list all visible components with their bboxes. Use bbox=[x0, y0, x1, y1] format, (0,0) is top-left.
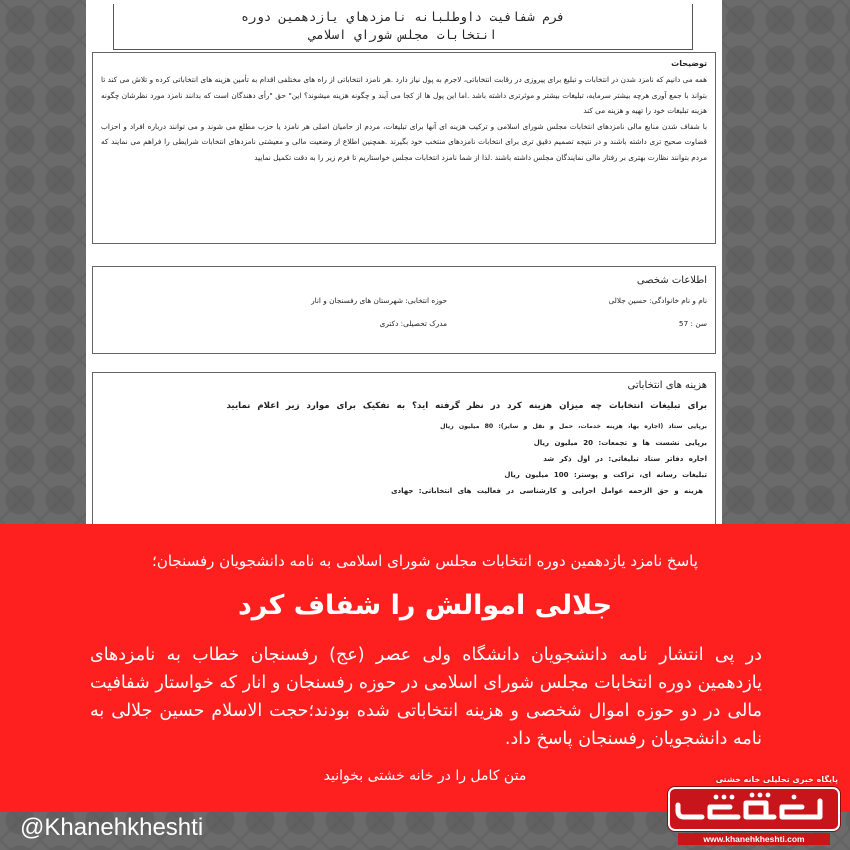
news-banner bbox=[0, 524, 850, 812]
khanehkheshti-logo bbox=[664, 775, 844, 847]
description-paragraph-1: همه می دانیم که نامزد شدن در انتخابات و تبلیغ برای پیروزی در رقابت انتخاباتی، لاجرم به پول نیاز دارد .هر نامزد انتخاباتی از راه های مختلفی اقدام به تأمین هزینه های انتخاباتی کرده و تلاش می کند تا بتواند با جمع آوری هرچه بیشتر سرمایه، تبلیغات بیشتر و موثرتری داشته باشد .اما این پول ها از کجا می آیند و چگونه هزینه میشوند؟ این" حق "رأی دهندگان است که بدانند نامزد مورد نظرشان چگونه هزینه تبلیغات خود را تهیه و هزینه می کند bbox=[101, 75, 707, 115]
form-title-line1: فرم شفافيت داوطلبانه نامزدهاي يازدهمين دوره bbox=[241, 9, 565, 24]
personal-info-heading: اطلاعات شخصی bbox=[636, 275, 707, 286]
expense-item: اجاره دفاتر ستاد تبلیغاتی: در اول ذکر شد bbox=[543, 455, 707, 463]
logo-wordmark-icon bbox=[670, 789, 838, 829]
candidate-age: سن : 57 bbox=[678, 319, 707, 328]
description-heading: توضیحات bbox=[671, 59, 707, 68]
form-title-line2: انتخابات مجلس شوراي اسلامي bbox=[308, 27, 498, 42]
personal-info-section bbox=[92, 266, 716, 354]
form-title bbox=[113, 4, 693, 50]
expense-item: هزینه و حق الزحمه عوامل اجرایی و کارشناسی در فعالیت های انتخاباتی: جهادی bbox=[391, 487, 703, 495]
read-more-link[interactable]: متن کامل را در خانه خشتی بخوانید bbox=[323, 768, 527, 784]
candidate-name: نام و نام خانوادگی: حسین جلالی bbox=[608, 296, 707, 305]
news-subhead: پاسخ نامزد یازدهمین دوره انتخابات مجلس شورای اسلامی به نامه دانشجویان رفسنجان؛ bbox=[152, 552, 698, 570]
form-document bbox=[86, 0, 722, 524]
social-handle: @Khanehkheshti bbox=[20, 814, 204, 841]
news-body: در پی انتشار نامه دانشجویان دانشگاه ولی عصر (عج) رفسنجان خطاب به نامزدهای یازدهمین دوره انتخابات مجلس شورای اسلامی در حوزه رفسنجان و انار که خواستار شفافیت مالی در دو حوزه اموال شخصی و هزینه انتخاباتی شده بودند؛حجت الاسلام حسین جلالی به نامه دانشجویان رفسنجان پاسخ داد. bbox=[90, 645, 762, 749]
candidate-education: مدرک تحصیلی: دکتری bbox=[379, 319, 447, 328]
expenses-heading: هزینه های انتخاباتی bbox=[627, 380, 707, 391]
expenses-section bbox=[92, 372, 716, 524]
logo-url[interactable]: www.khanehkheshti.com bbox=[678, 833, 830, 845]
expense-item: برپایی ستاد (اجاره بها، هزینه خدمات، حمل و نقل و سایر): 80 میلیون ریال bbox=[440, 423, 707, 430]
description-section bbox=[92, 52, 716, 244]
logo-tagline: پایگاه خبری تحلیلی خانه خشتی bbox=[715, 775, 838, 784]
expenses-question: برای تبلیغات انتخابات چه میزان هزینه کرد در نظر گرفته اید؟ به تفکیک برای موارد زیر اعلام نمایید bbox=[226, 401, 707, 411]
description-paragraph-2: با شفاف شدن منابع مالی نامزدهای انتخابات مجلس شورای اسلامی و ترکیب هزینه ای آنها برای تبلیغات، مردم از حامیان اصلی هر نامزد یا حزب مطلع می شوند و می توانند درباره افراد و احزاب قضاوت صحیح تری داشته باشند و در نتیجه تصمیم دقیق تری برای انتخابات نامزدهای منتخب خود بگیرند .همچنین اطلاع از وضعیت مالی و معیشتی نامزدهای انتخابات شرایطی را فراهم می نمایند که مردم بتوانند نظارت بهتری بر رفتار مالی نمایندگان مجلس داشته باشند .لذا از شما نامزد انتخابات مجلس خواستاریم تا فرم زیر را به دقت تکمیل نمایید bbox=[101, 121, 707, 162]
news-headline: جلالی اموالش را شفاف کرد bbox=[237, 590, 613, 621]
logo-badge bbox=[668, 787, 840, 831]
expense-item: تبلیغات رسانه ای، تراکت و پوستر: 100 میلیون ریال bbox=[504, 471, 707, 479]
expense-item: برپایی نشست ها و تجمعات: 20 میلیون ریال bbox=[533, 439, 707, 447]
candidate-district: حوزه انتخابی: شهرستان های رفسنجان و انار bbox=[311, 296, 447, 305]
